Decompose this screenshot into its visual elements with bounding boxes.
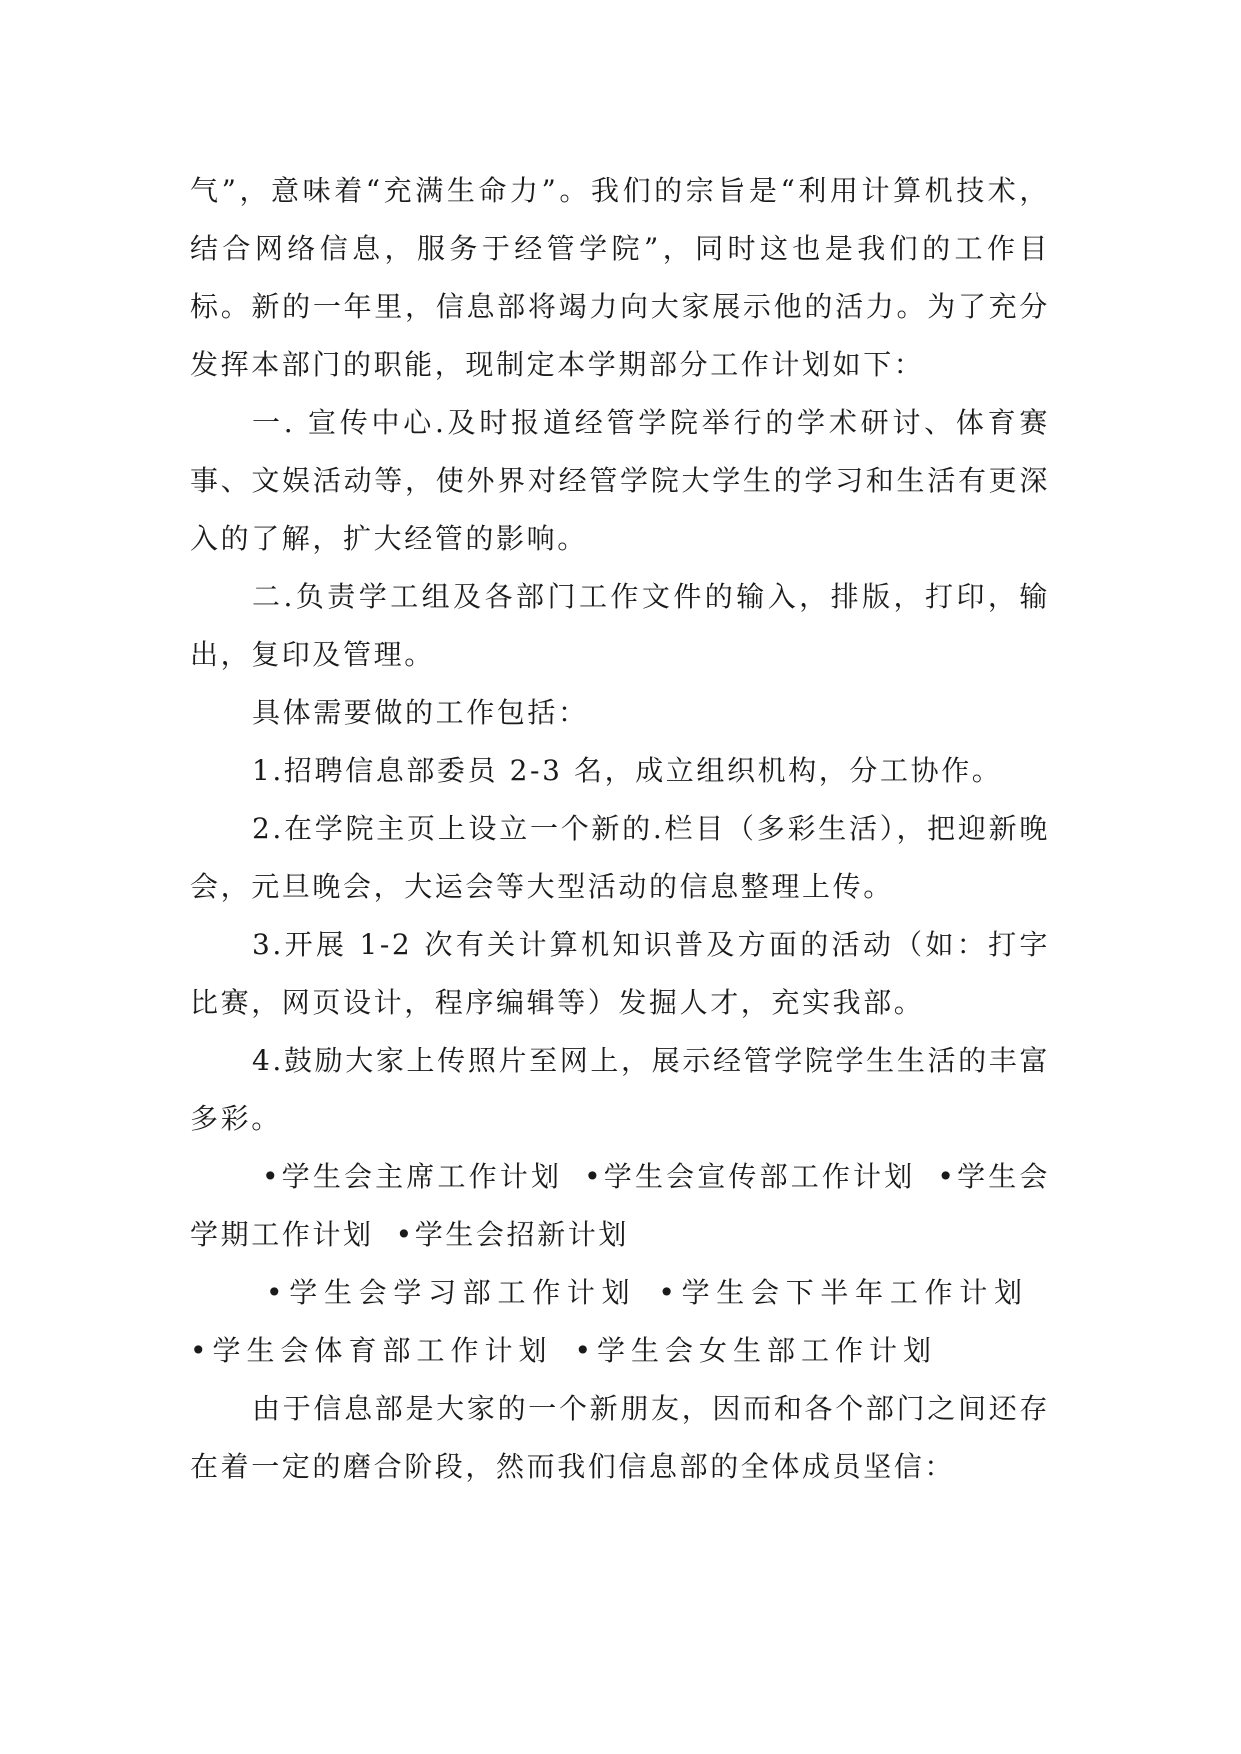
related-link-recruitment-plan[interactable]: •学生会招新计划 [395, 1218, 629, 1251]
intro-paragraph: 气”，意味着“充满生命力”。我们的宗旨是“利用计算机技术，结合网络信息，服务于经管学院”，同时这也是我们的工作目标。新的一年里，信息部将竭力向大家展示他的活力。为了充分发挥本部门的职能，现制定本学期部分工作计划如下： [190, 174, 1050, 381]
related-link-female-plan[interactable]: •学生会女生部工作计划 [574, 1334, 938, 1367]
item-document-processing: 二.负责学工组及各部门工作文件的输入，排版，打印，输出，复印及管理。 [190, 580, 1050, 671]
related-link-sports-plan[interactable]: •学生会体育部工作计划 [190, 1334, 553, 1367]
related-links-group-2 [190, 1264, 1050, 1380]
closing-paragraph: 由于信息部是大家的一个新朋友，因而和各个部门之间还存在着一定的磨合阶段，然而我们信息部的全体成员坚信： [190, 1392, 1050, 1483]
related-link-second-half-plan[interactable]: •学生会下半年工作计划 [658, 1276, 1028, 1309]
tasks-heading: 具体需要做的工作包括： [252, 696, 589, 729]
related-link-semester-plan[interactable]: •学生会学期工作计划 [190, 1160, 1050, 1251]
related-link-publicity-plan[interactable]: •学生会宣传部工作计划 [584, 1160, 916, 1193]
related-link-study-plan[interactable]: •学生会学习部工作计划 [266, 1276, 637, 1309]
related-link-chairman-plan[interactable]: •学生会主席工作计划 [262, 1160, 563, 1193]
task-item-4: 4.鼓励大家上传照片至网上，展示经管学院学生生活的丰富多彩。 [190, 1044, 1050, 1135]
related-links-group-1 [190, 1148, 1050, 1264]
task-item-2: 2.在学院主页上设立一个新的.栏目（多彩生活），把迎新晚会，元旦晚会，大运会等大型活动的信息整理上传。 [190, 812, 1050, 903]
task-item-3: 3.开展 1-2 次有关计算机知识普及方面的活动（如：打字比赛，网页设计，程序编辑等）发掘人才，充实我部。 [190, 928, 1050, 1019]
item-publicity-center: 一. 宣传中心.及时报道经管学院举行的学术研讨、体育赛事、文娱活动等，使外界对经管学院大学生的学习和生活有更深入的了解，扩大经管的影响。 [190, 406, 1050, 555]
document-body [190, 162, 1050, 1496]
task-item-1: 1.招聘信息部委员 2-3 名，成立组织机构，分工协作。 [252, 754, 1003, 787]
